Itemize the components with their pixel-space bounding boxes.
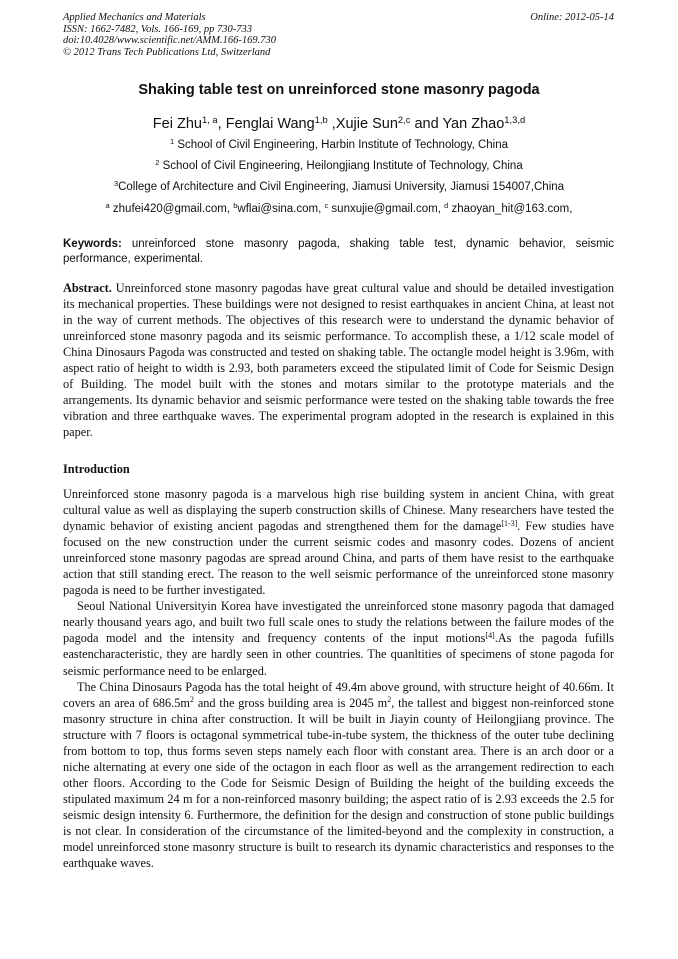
author-line [0,113,678,132]
author-name: Xujie Sun [335,116,398,132]
author-name: Fei Zhu [152,116,202,132]
author-sep: , [327,116,336,132]
author-name: Fenglai Wang [225,116,315,132]
paragraph-text: Seoul National Universityin Korea have investigated the unreinforced stone masonry pagoda that damaged nearly thousand years ago, and built two full scale ones to study the relations between the failure modes of the pagoda model and the intensity and frequency contents of the input motions [63,599,614,646]
email-line [0,200,678,215]
email-text[interactable]: wflai@sina.com, [237,203,325,215]
intro-paragraph-3 [63,679,614,872]
unit-exponent: 2 [387,695,392,705]
abstract-label: Abstract. [63,281,112,295]
doi-line: doi:10.4028/www.scientific.net/AMM.166-169.730 [63,35,276,46]
paper-title: Shaking table test on unreinforced stone masonry pagoda [138,82,540,98]
copyright-line: © 2012 Trans Tech Publications Ltd, Switzerland [63,46,271,58]
introduction-body [63,486,614,871]
keywords [63,237,614,267]
author-sep: , [217,116,226,132]
author-sep: and [410,116,443,132]
affiliation-text: School of Civil Engineering, Heilongjiang Institute of Technology, China [159,160,523,172]
affiliation-sup: 2 [155,157,160,167]
section-heading-introduction: Introduction [63,462,130,476]
email-sup: a [105,200,110,210]
issn-line: ISSN: 1662-7482, Vols. 166-169, pp 730-733 [63,23,252,35]
abstract [63,280,614,440]
intro-paragraph-2 [63,598,614,678]
journal-header [63,12,276,58]
paragraph-text: and the gross building area is 2045 m [193,695,388,710]
intro-paragraph-1 [63,486,614,598]
author-sup: 1,3,d [504,113,526,125]
paragraph-text: Unreinforced stone masonry pagoda is a marvelous high rise building system in ancient China, with great cultural value as well as displaying the superb construction skills of Chinese. Many researchers have tested the dynamic behavior of existing ancient pagodas and strengthened them for the damage [63,487,614,534]
email-text[interactable]: sunxujie@gmail.com, [328,203,445,215]
journal-name: Applied Mechanics and Materials [63,12,206,23]
email-text[interactable]: zhaoyan_hit@163.com, [448,203,573,215]
keywords-label: Keywords: [63,238,122,250]
author-name: Yan Zhao [442,116,505,132]
email-text[interactable]: zhufei420@gmail.com, [109,203,234,215]
author-sup: 2,c [397,113,411,125]
paragraph-text: .As the pagoda fufills eastencharacteristic, they are hardly seen in other countries. The quanltities of specimens of stone pagoda for seismic performance need to be enlarged. [63,631,614,678]
paragraph-text: . Few studies have focused on the new construction under the current seismic codes and masonry codes. Dozens of ancient unreinforced stone masonry pagodas are spread around China, and parts of them have resist to the earthquake action that still standing erect. The reason to the well seismic performance of the unreinforced stone masonry pagoda is need to be further investigated. [63,519,614,598]
affiliation-1 [0,136,678,151]
unit-exponent: 2 [189,695,194,705]
abstract-text: Unreinforced stone masonry pagodas have great cultural value and should be detailed investigation its mechanical properties. These buildings were not designed to resist earthquakes in ancient China, at least not in the way of current methods. The objectives of this research were to understand the dynamic behavior of unreinforced stone masonry pagoda and its seismic performance. To accomplish these, a 1/12 scale model of China Dinosaurs Pagoda was constructed and tested on shaking table. The octangle model height is 3.96m, with aspect ratio of height to width is 2.93, both parameters exceed the stipulated limit of Code for Seismic Design of Building. The model built with the stones and motars similar to the prototype materials and the arrangements. Its dynamic behavior and seismic performance were tested on the shaking table towards the free vibration and three earthquake waves. The experimental program adopted in the research is explained in this paper. [63,281,614,440]
paragraph-text: The China Dinosaurs Pagoda has the total height of 49.4m above ground, with structure height of 40.66m. It covers an area of 686.5m [63,679,614,710]
author-sup: 1, a [201,113,218,125]
abstract-paragraph [63,280,614,440]
author-sup: 1,b [314,113,328,125]
affiliation-text: College of Architecture and Civil Engineering, Jiamusi University, Jiamusi 154007,China [118,181,565,193]
email-sup: d [444,200,449,210]
affiliation-2 [0,157,678,172]
affiliation-text: School of Civil Engineering, Harbin Institute of Technology, China [174,139,509,151]
email-sup: b [233,200,238,210]
keywords-text: unreinforced stone masonry pagoda, shaking table test, dynamic behavior, seismic performance, experimental. [63,238,614,265]
affiliation-3 [0,178,678,193]
citation-ref: [1-3] [501,518,518,528]
email-sup: c [324,200,329,210]
affiliation-sup: 3 [113,178,119,188]
paragraph-text: , the tallest and biggest non-reinforced stone masonry structure in china after construction. It will be built in Jiayin county of Heilongjiang province. The structure with 7 floors is octagonal symmetrical tube-in-tube system, the thickness of the outer tube declining from bottom to top, thus forms seven steps namely each floor with constant area. There is an arch door or a niche alternating at every one side of the octagon in each floor as well as the arrangement redirection to each other floors. According to the Code for Seismic Design of Building the height of the building exceeds the stipulated maximum 24 m for a non-reinforced masonry building; the aspect ratio of is 2.93 exceeds the 2.5 for seismic design intensity 6. Furthermore, the definition for the design and construction of stone public buildings is not clear. In consideration of the circumstance of the limited-beyond and the complexity in construction, a model unreinforced stone masonry structure is built to research its dynamic characteristics and responses to the earthquake waves. [63,695,614,871]
online-date: Online: 2012-05-14 [530,12,614,23]
affiliation-sup: 1 [169,136,175,146]
citation-ref: [4] [485,631,495,641]
